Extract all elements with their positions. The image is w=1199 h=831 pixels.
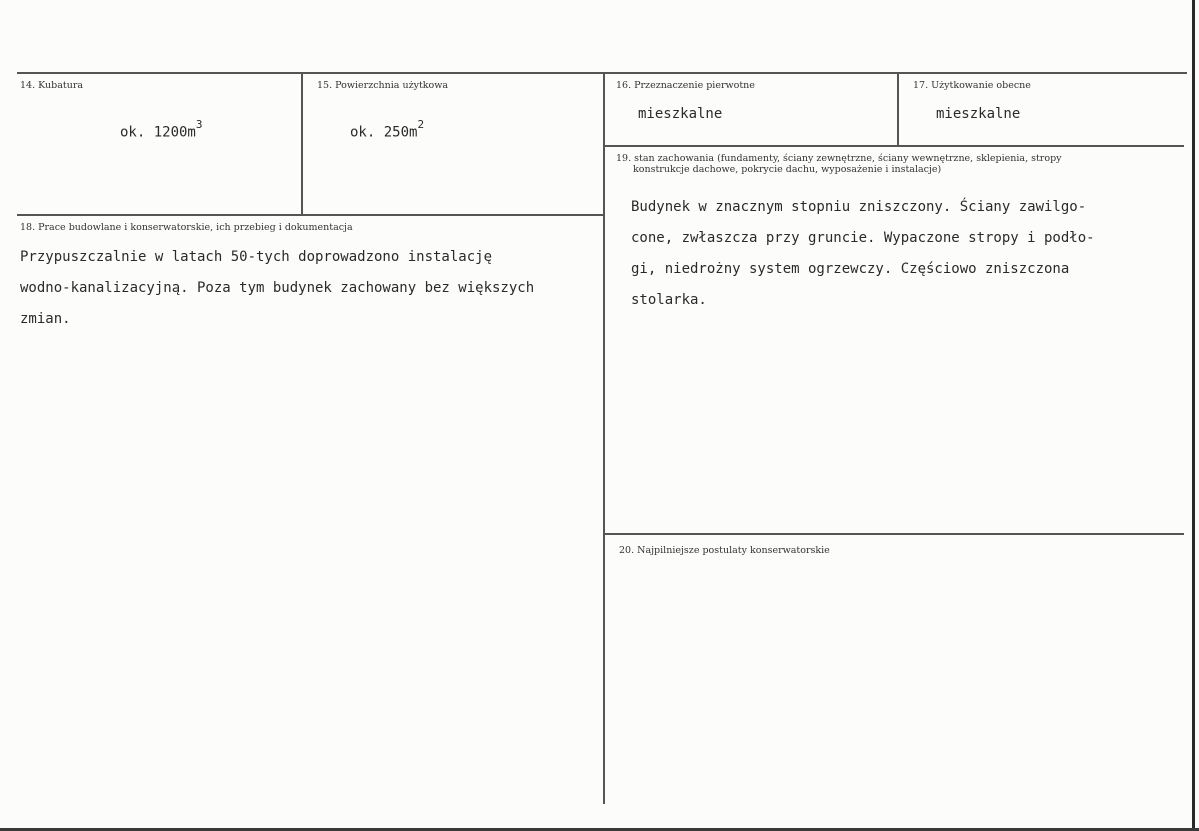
field-18-line: Przypuszczalnie w latach 50-tych doprowadzono instalację <box>20 249 493 265</box>
field-15-value-text: ok. 250m <box>350 124 418 141</box>
top-rule <box>17 72 1187 74</box>
field-14-value <box>120 118 203 141</box>
field-19-line: Budynek w znacznym stopniu zniszczony. Ściany zawilgo- <box>631 199 1087 215</box>
center-divider <box>603 72 605 804</box>
section-20-divider <box>604 533 1184 535</box>
field-17-value: mieszkalne <box>936 106 1021 122</box>
field-19-text <box>631 192 1095 316</box>
field-14-value-exponent: 3 <box>195 118 203 131</box>
col-divider-16-17 <box>897 72 899 146</box>
field-18-label: 18. Prace budowlane i konserwatorskie, ich przebieg i dokumentacja <box>20 222 353 233</box>
field-16-value: mieszkalne <box>638 106 723 122</box>
row-divider-left <box>17 214 603 216</box>
field-19-line: cone, zwłaszcza przy gruncie. Wypaczone stropy i podło- <box>631 230 1095 246</box>
field-14-value-text: ok. 1200m <box>120 124 196 141</box>
scan-edge-right <box>1192 0 1195 831</box>
field-16-label: 16. Przeznaczenie pierwotne <box>616 80 755 91</box>
field-18-line: wodno-kanalizacyjną. Poza tym budynek zachowany bez większych <box>20 280 535 296</box>
field-17-label: 17. Użytkowanie obecne <box>913 80 1031 91</box>
field-19-label-line1: 19. stan zachowania (fundamenty, ściany zewnętrzne, ściany wewnętrzne, sklepienia, stropy <box>616 153 1062 164</box>
field-15-label: 15. Powierzchnia użytkowa <box>317 80 449 91</box>
field-20-label: 20. Najpilniejsze postulaty konserwatorskie <box>619 545 830 556</box>
field-19-label-line2: konstrukcje dachowe, pokrycie dachu, wyposażenie i instalacje) <box>633 164 942 175</box>
field-19-line: stolarka. <box>631 292 707 308</box>
field-15-value <box>350 118 425 141</box>
field-18-line: zmian. <box>20 311 71 327</box>
row-divider-right <box>604 145 1184 147</box>
field-18-text <box>20 242 534 335</box>
field-15-value-exponent: 2 <box>417 118 425 131</box>
col-divider-14-15 <box>301 72 303 215</box>
field-19-line: gi, niedrożny system ogrzewczy. Częściowo zniszczona <box>631 261 1070 277</box>
field-14-label: 14. Kubatura <box>20 80 84 91</box>
